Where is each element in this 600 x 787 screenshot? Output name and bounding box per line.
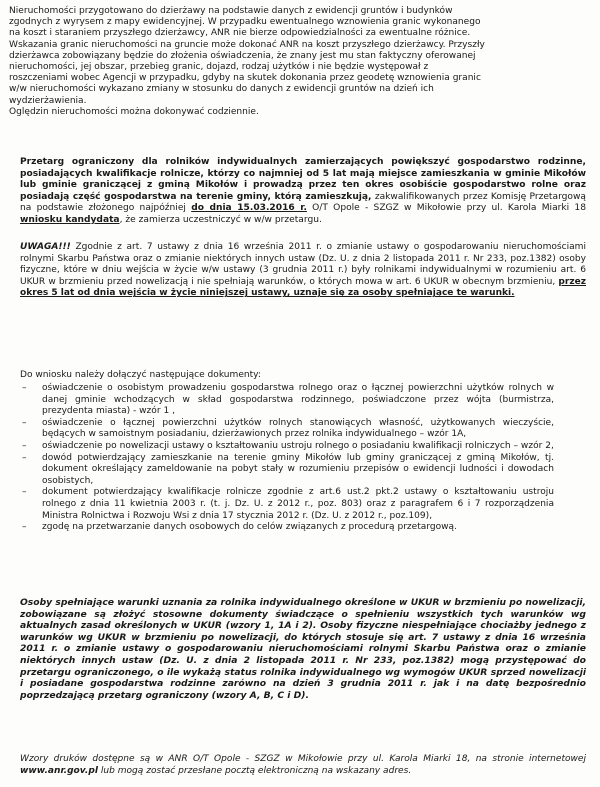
wzory-text: lub mogą zostać przesłane pocztą elektroniczną na wskazany adres. [97, 765, 412, 776]
intro-line: na koszt i staraniem przyszłego dzierżawcy, ANR nie bierze odpowiedzialności za ewentualne różnice. [9, 28, 471, 39]
uwaga-paragraph [20, 242, 586, 300]
przetarg-text: zakwalifikowanych przez Komisję Przetargową na podstawie złożonego najpóźniej [20, 191, 586, 214]
intro-line: Wskazania granic nieruchomości na gruncie może dokonać ANR na koszt przyszłego dzierżawcy. Przyszły [9, 39, 485, 50]
intro-line: dzierżawca zobowiązany będzie do złożenia oświadczenia, że znany jest mu stan faktyczny oferowanej [9, 50, 476, 61]
osoby-paragraph: Osoby spełniające warunki uznania za rolnika indywidualnego określone w UKUR w brzmieniu po nowelizacji, zobowiązane są złożyć stosowne dokumenty świadczące o spełnieniu wszystkich tych warunków wg aktualnych zasad określonych w UKUR (wzory 1, 1A i 2). Osoby fizyczne niespełniające chociażby jednego z warunków wg UKUR w brzmieniu po nowelizacji, do których stosuje się art. 7 ustawy z dnia 16 września 2011 r. o zmianie ustawy o gospodarowaniu nieruchomościami rolnymi Skarbu Państwa oraz o zmianie niektórych innych ustaw (Dz. U. z dnia 2 listopada 2011 r. Nr 233, poz.1382) mogą przystępować do przetargu ograniczonego, o ile wykażą status rolnika indywidualnego wg wymogów UKUR sprzed nowelizacji i posiadane gospodarstwa rodzinne zarówno na dzień 3 grudnia 2011 r. jak i na datę bezpośrednio poprzedzającą przetarg ograniczony (wzory A, B, C i D). [20, 597, 586, 701]
documents-intro: Do wniosku należy dołączyć następujące dokumenty: [20, 370, 261, 380]
przetarg-text: , że zamierza uczestniczyć w w/w przetargu. [119, 214, 322, 225]
uwaga-label: UWAGA!!! [20, 242, 71, 252]
deadline-date: do dnia 15.03.2016 r. [191, 203, 307, 214]
list-item: – oświadczenie po nowelizacji ustawy o kształtowaniu ustroju rolnego o posiadaniu kwalifikacji rolniczych – wzór 2, [20, 441, 554, 453]
list-item: – dowód potwierdzający zamieszkanie na terenie gminy Mikołów lub gminy graniczącej z gminą Mikołów, tj. dokument określający zameldowanie na pobyt stały w rozumieniu przepisów o ewidencji ludności i dowodach osobistych, [20, 453, 554, 488]
intro-line: w/w nieruchomości wykazano zmiany w stosunku do danych z ewidencji gruntów na dzień ich [9, 84, 434, 95]
przetarg-bold: Przetarg ograniczony dla rolników indywidualnych zamierzających powiększyć gospodarstwo rodzinne, posiadających kwalifikacje rolnicze, którzy co najmniej od 5 lat mają miejsce zamieszkania w gminie Mikołów lub gminie graniczącej z gminą Mikołów i prowadzą przez ten okres osobiście gospodarstwo rolne oraz posiadają część gospodarstwa na terenie gminy, którą zamieszkują, [20, 157, 586, 202]
wniosku-kandydata: wniosku kandydata [20, 214, 120, 225]
uwaga-emphasis: przez okres 5 lat od dnia wejścia w życie niniejszej ustawy, uznaje się za osoby spełniające te warunki. [20, 276, 586, 299]
list-item: – zgodę na przetwarzanie danych osobowych do celów związanych z procedurą przetargową. [20, 522, 554, 534]
intro-line: roszczeniami wobec Agencji w przypadku, gdyby na skutek dokonania przez geodetę wznowienia granic [9, 73, 481, 84]
intro-paragraph [9, 6, 586, 118]
intro-line: zgodnych z wyrysem z mapy ewidencyjnej. W przypadku ewentualnego wznowienia granic wykonanego [9, 17, 481, 28]
list-item: – oświadczenie o osobistym prowadzeniu gospodarstwa rolnego oraz o łącznej powierzchni użytków rolnych w danej gminie wchodzących w skład gospodarstwa rodzinnego, poświadczone przez wójta (burmistrza, prezydenta miasta) - wzór 1 , [20, 383, 554, 418]
intro-line: wydzierżawienia. [9, 95, 87, 106]
list-item: – dokument potwierdzający kwalifikacje rolnicze zgodnie z art.6 ust.2 pkt.2 ustawy o kształtowaniu ustroju rolnego z dnia 11 kwietnia 2003 r. (t. j. Dz. U. z 2012 r., poz. 803) oraz z paragrafem 6 i 7 rozporządzenia Ministra Rolnictwa i Rozwoju Wsi z dnia 17 stycznia 2012 r. (Dz. U. z 2012 r., poz.109), [20, 487, 554, 522]
przetarg-paragraph [20, 157, 586, 227]
intro-line: Nieruchomości przygotowano do dzierżawy na podstawie danych z ewidencji gruntów i budynków [9, 6, 453, 16]
website-link[interactable]: www.anr.gov.pl [20, 765, 98, 776]
uwaga-text: Zgodnie z art. 7 ustawy z dnia 16 września 2011 r. o zmianie ustawy o gospodarowaniu nieruchomościami rolnymi Skarbu Państwa oraz o zmianie niektórych innych ustaw (Dz. U. z dnia 2 listopada 2011 r. Nr 233, poz.1382) osoby fizyczne, które w dniu wejścia w życie w/w ustawy (3 grudnia 2011 r.) były rolnikami indywidualnymi w rozumieniu art. 6 UKUR w brzmieniu przed nowelizacją i nie spełniają warunków, o których mowa w art. 6 UKUR w obecnym brzmieniu, [20, 242, 586, 287]
list-item: – oświadczenie o łącznej powierzchni użytków rolnych stanowiących własność, użytkowanych wieczyście, będących w samoistnym posiadaniu, dzierżawionych przez rolnika indywidualnego – wzór 1A, [20, 418, 554, 441]
documents-list [20, 383, 554, 534]
wzory-text: Wzory druków dostępne są w ANR O/T Opole - SZGZ w Mikołowie przy ul. Karola Miarki 18, na stronie internetowej [20, 754, 586, 764]
intro-line: nieruchomości, jej obszar, przebieg granic, dojazd, rodzaj użytków i nie będzie występował z [9, 62, 429, 73]
wzory-paragraph [20, 754, 586, 777]
intro-line: Oględzin nieruchomości można dokonywać codziennie. [9, 106, 259, 117]
przetarg-text: O/T Opole - SZGZ w Mikołowie przy ul. Karola Miarki 18 [306, 203, 586, 214]
